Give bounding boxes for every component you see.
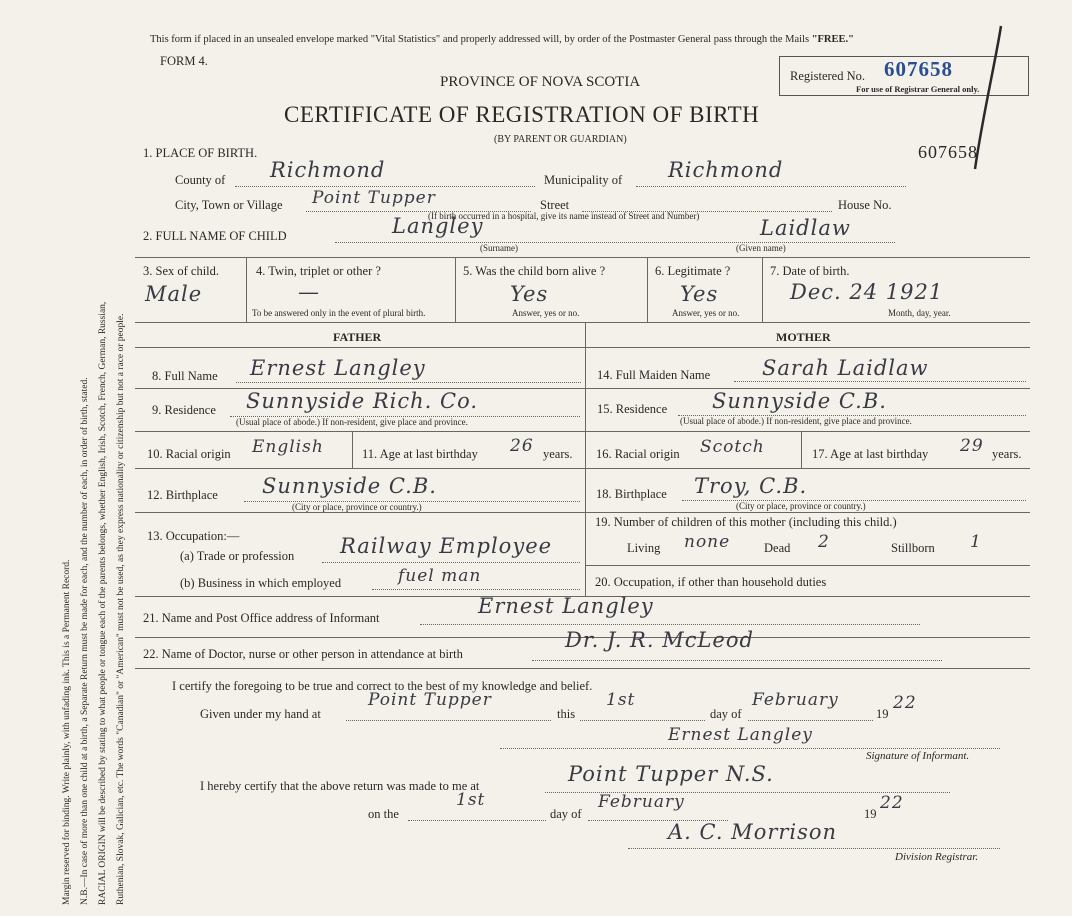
trade-label: (a) Trade or profession <box>180 549 295 563</box>
legitimate-label: 6. Legitimate ? <box>655 264 731 278</box>
dead-value: 2 <box>818 532 830 552</box>
dob-caption: Month, day, year. <box>888 308 951 318</box>
mother-birthplace-value: Troy, C.B. <box>694 474 808 498</box>
mail-note: This form if placed in an unsealed envelope marked "Vital Statistics" and properly addressed will, by order of the Postmaster General pass through the Mails "FREE." <box>150 34 854 45</box>
informant-value: Ernest Langley <box>478 594 654 618</box>
city-label: City, Town or Village <box>175 198 283 212</box>
twin-value: — <box>298 280 320 304</box>
registered-note: For use of Registrar General only. <box>856 84 980 94</box>
this-label: this <box>557 707 576 721</box>
given-day-of-label: day of <box>710 707 742 721</box>
hospital-note: (If birth occurred in a hospital, give its name instead of Street and Number) <box>428 211 700 221</box>
municipality-line <box>636 186 906 187</box>
father-birthplace-label: 12. Birthplace <box>147 488 218 502</box>
father-residence-note: (Usual place of abode.) If non-resident, give place and province. <box>236 417 468 427</box>
twin-note: To be answered only in the event of plural birth. <box>252 308 426 318</box>
street-label: Street <box>540 198 570 212</box>
given-place-value: Point Tupper <box>368 690 492 710</box>
mother-years-label: years. <box>992 447 1022 461</box>
mother-age-label: 17. Age at last birthday <box>812 447 929 461</box>
certificate-title: CERTIFICATE OF REGISTRATION OF BIRTH <box>284 102 760 127</box>
registered-number: 607658 <box>884 57 953 81</box>
informant-signature-caption: Signature of Informant. <box>866 750 970 762</box>
legitimate-value: Yes <box>680 282 719 306</box>
margin-note-3: RACIAL ORIGIN will be described by stating to what people or tongue each of the parents belongs, whether English, Irish, Scotch, French, German, Russian, <box>98 301 108 905</box>
certificate-subtitle: (BY PARENT OR GUARDIAN) <box>494 134 627 145</box>
municipality-label: Municipality of <box>544 173 623 187</box>
father-residence-label: 9. Residence <box>152 403 216 417</box>
city-value: Point Tupper <box>312 188 436 208</box>
mother-heading: MOTHER <box>776 330 831 344</box>
doctor-label: 22. Name of Doctor, nurse or other person in attendance at birth <box>143 647 463 661</box>
certify-text: I certify the foregoing to be true and correct to the best of my knowledge and belief. <box>172 679 593 693</box>
county-line <box>235 186 535 187</box>
mother-race-value: Scotch <box>700 437 765 457</box>
sex-value: Male <box>145 282 203 306</box>
given-under-label: Given under my hand at <box>200 707 321 721</box>
mother-race-label: 16. Racial origin <box>596 447 680 461</box>
father-years-label: years. <box>543 447 573 461</box>
registrar-year-prefix: 19 <box>864 807 877 821</box>
municipality-value: Richmond <box>668 158 784 182</box>
margin-note-2: N.B.—In case of more than one child at a birth, a Separate Return must be made for each, and the number of each, in order of birth, stated. <box>80 377 90 905</box>
surname-caption: (Surname) <box>480 243 518 253</box>
informant-signature: Ernest Langley <box>668 725 813 745</box>
province-heading: PROVINCE OF NOVA SCOTIA <box>440 74 641 90</box>
dead-label: Dead <box>764 541 791 555</box>
registrar-day-value: 1st <box>456 790 486 810</box>
given-month-value: February <box>752 690 839 710</box>
registrar-place-value: Point Tupper N.S. <box>568 762 774 786</box>
living-label: Living <box>627 541 661 555</box>
registrar-month-value: February <box>598 792 685 812</box>
father-birthplace-note: (City or place, province or country.) <box>292 502 422 512</box>
given-year-value: 22 <box>893 693 917 713</box>
alive-label: 5. Was the child born alive ? <box>463 264 606 278</box>
form-number: FORM 4. <box>160 54 208 68</box>
father-age-value: 26 <box>510 436 534 456</box>
registrar-day-of-label: day of <box>550 807 582 821</box>
mother-residence-note: (Usual place of abode.) If non-resident, give place and province. <box>680 416 912 426</box>
mother-age-value: 29 <box>960 436 984 456</box>
father-residence-value: Sunnyside Rich. Co. <box>246 389 479 413</box>
stillborn-value: 1 <box>970 532 982 552</box>
margin-note-1: Margin reserved for binding. Write plainly, with unfading ink. This is a Permanent Record. <box>62 559 72 905</box>
father-race-label: 10. Racial origin <box>147 447 231 461</box>
mother-birthplace-label: 18. Birthplace <box>596 487 667 501</box>
margin-note-4: Ruthenian, Slovak, Galician, etc. The words "Canadian" or "American" must not be used, as they express nationality or citizenship but not a race or people. <box>116 313 126 905</box>
given-day-value: 1st <box>606 690 636 710</box>
county-value: Richmond <box>270 158 386 182</box>
on-the-label: on the <box>368 807 399 821</box>
child-name-label: 2. FULL NAME OF CHILD <box>143 229 287 243</box>
father-name-label: 8. Full Name <box>152 369 218 383</box>
sex-label: 3. Sex of child. <box>143 264 220 278</box>
child-surname-value: Langley <box>392 214 484 238</box>
mother-birthplace-note: (City or place, province or country.) <box>736 501 866 511</box>
father-name-value: Ernest Langley <box>250 356 426 380</box>
father-age-label: 11. Age at last birthday <box>362 447 478 461</box>
registered-label: Registered No. <box>790 69 865 83</box>
free-label: "FREE." <box>811 34 854 45</box>
registrar-caption: Division Registrar. <box>895 851 979 863</box>
dob-label: 7. Date of birth. <box>770 264 850 278</box>
alive-value: Yes <box>510 282 549 306</box>
registrar-certify-text: I hereby certify that the above return was made to me at <box>200 779 480 793</box>
father-race-value: English <box>252 437 324 457</box>
doctor-value: Dr. J. R. McLeod <box>565 628 754 652</box>
father-occupation-label: 13. Occupation:— <box>147 529 240 543</box>
stamped-number: 607658 <box>918 142 978 162</box>
given-caption: (Given name) <box>736 243 786 253</box>
legitimate-caption: Answer, yes or no. <box>672 308 740 318</box>
alive-caption: Answer, yes or no. <box>512 308 580 318</box>
place-of-birth-label: 1. PLACE OF BIRTH. <box>143 146 258 160</box>
registrar-year-value: 22 <box>880 793 904 813</box>
mother-name-value: Sarah Laidlaw <box>762 356 929 380</box>
county-label: County of <box>175 173 226 187</box>
trade-value: Railway Employee <box>340 534 553 558</box>
house-label: House No. <box>838 198 892 212</box>
mother-occupation-label: 20. Occupation, if other than household duties <box>595 575 827 589</box>
twin-label: 4. Twin, triplet or other ? <box>256 264 381 278</box>
mother-name-label: 14. Full Maiden Name <box>597 368 711 382</box>
child-given-value: Laidlaw <box>760 216 851 240</box>
father-birthplace-value: Sunnyside C.B. <box>262 474 437 498</box>
registrar-signature: A. C. Morrison <box>668 820 838 844</box>
father-heading: FATHER <box>333 330 382 344</box>
informant-label: 21. Name and Post Office address of Informant <box>143 611 380 625</box>
child-name-line <box>335 242 895 243</box>
mother-residence-label: 15. Residence <box>597 402 668 416</box>
business-label: (b) Business in which employed <box>180 576 342 590</box>
dob-value: Dec. 24 1921 <box>790 280 944 304</box>
living-value: none <box>684 532 731 552</box>
children-count-label: 19. Number of children of this mother (including this child.) <box>595 515 897 529</box>
business-value: fuel man <box>398 566 482 586</box>
given-year-prefix: 19 <box>876 707 889 721</box>
stillborn-label: Stillborn <box>891 541 935 555</box>
mother-residence-value: Sunnyside C.B. <box>712 389 887 413</box>
